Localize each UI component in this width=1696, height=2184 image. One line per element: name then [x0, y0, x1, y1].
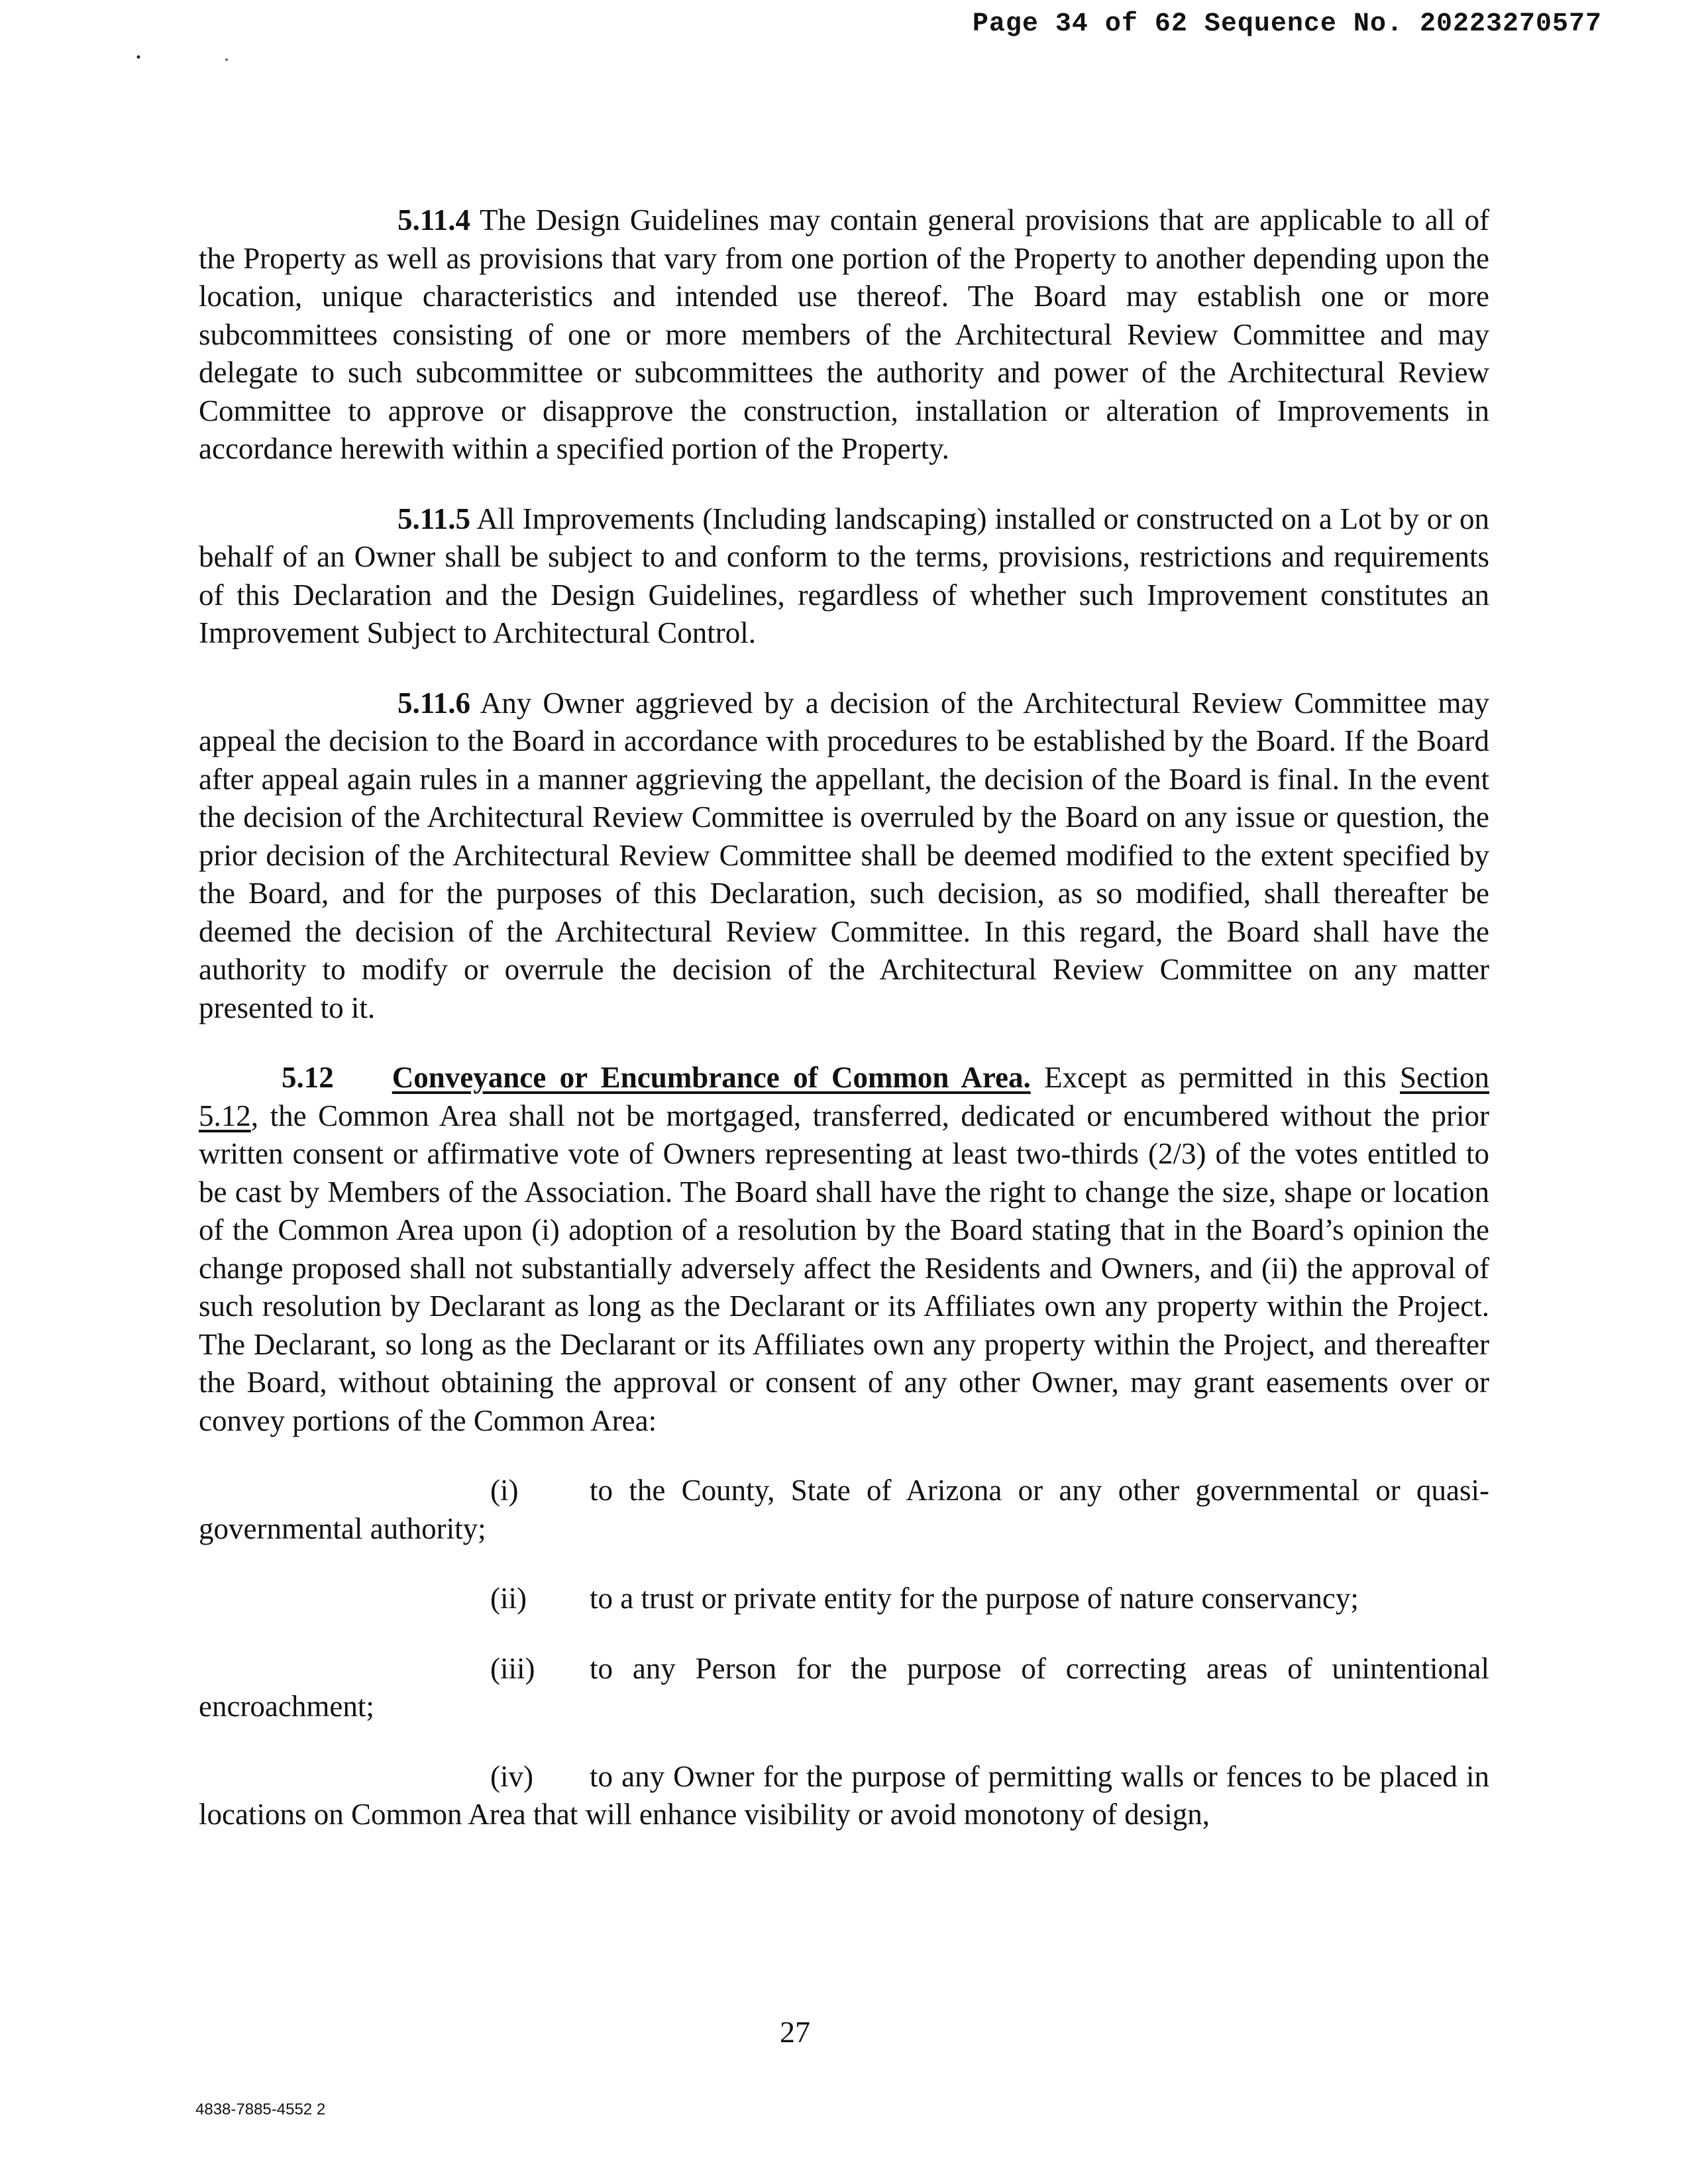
- section-number: 5.11.4: [398, 203, 471, 237]
- paragraph-text: All Improvements (Including landscaping) installed or constructed on a Lot by or on behalf of an Owner shall be subject to and conform to the terms, provisions, restrictions and requirements of this Declaration and the Design Guidelines, regardless of whether such Improvement constitutes an Improvement Subject to Architectural Control.: [199, 502, 1489, 649]
- paragraph-5-11-6: [199, 684, 1489, 1028]
- list-item-text: to any Owner for the purpose of permitting walls or fences to be placed in locations on Common Area that will enhance visibility or avoid monotony of design,: [199, 1759, 1489, 1831]
- list-item-text: to any Person for the purpose of correcting areas of unintentional encroachment;: [199, 1651, 1489, 1723]
- paragraph-text: , the Common Area shall not be mortgaged, transferred, dedicated or encumbered without the prior written consent or affirmative vote of Owners representing at least two-thirds (2/3) of the votes entitled to be cast by Members of the Association. The Board shall have the right to change the size, shape or location of the Common Area upon (i) adoption of a resolution by the Board stating that in the Board’s opinion the change proposed shall not substantially adversely affect the Residents and Owners, and (ii) the approval of such resolution by Declarant as long as the Declarant or its Affiliates own any property within the Project. The Declarant, so long as the Declarant or its Affiliates own any property within the Project, and thereafter the Board, without obtaining the approval or consent of any other Owner, may grant easements over or convey portions of the Common Area:: [199, 1099, 1489, 1437]
- list-item-text: to a trust or private entity for the purpose of nature conservancy;: [590, 1582, 1359, 1615]
- paragraph-text: The Design Guidelines may contain general provisions that are applicable to all of the Property as well as provisions that vary from one portion of the Property to another depending upon the location, unique characteristics and intended use thereof. The Board may establish one or more subcommittees consisting of one or more members of the Architectural Review Committee and may delegate to such subcommittee or subcommittees the authority and power of the Architectural Review Committee to approve or disapprove the construction, installation or alteration of Improvements in accordance herewith within a specified portion of the Property.: [199, 203, 1489, 465]
- list-item-number: (iv): [490, 1759, 533, 1793]
- list-item-number: (i): [490, 1474, 519, 1507]
- section-number: 5.12: [282, 1061, 334, 1094]
- section-reference: Section 5.12: [199, 1061, 1489, 1132]
- document-body: [199, 201, 1489, 1834]
- section-number: 5.11.6: [398, 686, 471, 720]
- paragraph-text: Any Owner aggrieved by a decision of the Architectural Review Committee may appeal the decision to the Board in accordance with procedures to be established by the Board. If the Board after appeal again rules in a manner aggrieving the appellant, the decision of the Board is final. In the event the decision of the Architectural Review Committee is overruled by the Board on any issue or question, the prior decision of the Architectural Review Committee shall be deemed modified to the extent specified by the Board, and for the purposes of this Declaration, such decision, as so modified, shall thereafter be deemed the decision of the Architectural Review Committee. In this regard, the Board shall have the authority to modify or overrule the decision of the Architectural Review Committee on any matter presented to it.: [199, 686, 1489, 1024]
- paragraph-5-12: [199, 1059, 1489, 1440]
- list-item-number: (ii): [490, 1582, 527, 1615]
- list-item-iv: [199, 1758, 1489, 1834]
- section-number: 5.11.5: [398, 502, 471, 535]
- list-item-text: to the County, State of Arizona or any other governmental or quasi-governmental authority;: [199, 1474, 1489, 1545]
- list-item-number: (iii): [490, 1651, 535, 1685]
- list-item-ii: [199, 1580, 1489, 1618]
- paragraph-text: Except as permitted in this: [1030, 1061, 1401, 1094]
- paragraph-5-11-4: [199, 201, 1489, 468]
- scan-specks: [136, 53, 242, 66]
- list-item-iii: [199, 1650, 1489, 1726]
- section-title: Conveyance or Encumbrance of Common Area.: [392, 1061, 1031, 1094]
- paragraph-5-11-5: [199, 500, 1489, 653]
- list-item-i: [199, 1472, 1489, 1548]
- page-sequence-stamp: Page 34 of 62 Sequence No. 20223270577: [972, 9, 1602, 39]
- page-number: 27: [780, 2015, 810, 2049]
- document-id: 4838-7885-4552 2: [195, 2101, 326, 2118]
